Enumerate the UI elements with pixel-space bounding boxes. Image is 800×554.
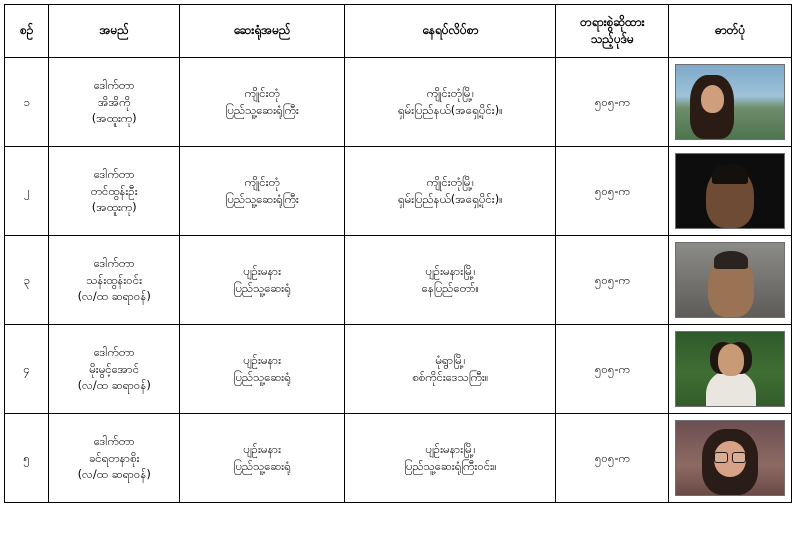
address-line1: မုံရွာမြို့၊ xyxy=(435,353,466,368)
table-row xyxy=(5,325,792,414)
column-header-charge-line1: တရားစွဲဆိုထား xyxy=(580,14,645,29)
hospital-line2: ပြည်သူ့ဆေးရုံကြီး xyxy=(225,192,299,206)
column-header-photo: ဓာတ်ပုံ xyxy=(669,5,792,58)
cell-photo xyxy=(669,414,792,503)
cell-charge: ၅၀၅-က xyxy=(556,414,669,503)
cell-name xyxy=(49,414,180,503)
address-line2: ပြည်သူ့ဆေးရုံကြီးဝင်း။ xyxy=(404,459,497,473)
name-qualification: (လ/ထ ဆရာဝန်) xyxy=(77,289,151,304)
name-person: ခင်ရတနာစိုး xyxy=(88,450,140,465)
document-page xyxy=(0,4,800,554)
column-header-name: အမည် xyxy=(49,5,180,58)
portrait-photo-5 xyxy=(675,420,785,496)
portrait-photo-2 xyxy=(675,153,785,229)
address-line2: ရှမ်းပြည်နယ်(အရှေ့ပိုင်း)။ xyxy=(397,103,503,117)
cell-charge: ၅၀၅-က xyxy=(556,147,669,236)
portrait-photo-1 xyxy=(675,64,785,140)
cell-address xyxy=(345,147,556,236)
table-body xyxy=(5,58,792,503)
table-header-row xyxy=(5,5,792,58)
cell-charge: ၅၀၅-က xyxy=(556,58,669,147)
hospital-line2: ပြည်သူ့ဆေးရုံ xyxy=(233,459,291,473)
name-title: ဒေါက်တာ xyxy=(93,433,135,448)
cell-address xyxy=(345,58,556,147)
portrait-photo-3 xyxy=(675,242,785,318)
address-line1: ကျိုင်းတုံမြို့၊ xyxy=(426,86,474,101)
name-qualification: (အထူးကု) xyxy=(91,111,137,126)
cell-no: ၄ xyxy=(5,325,49,414)
cell-hospital xyxy=(180,414,345,503)
name-title: ဒေါက်တာ xyxy=(93,166,135,181)
name-person: အိအိကို xyxy=(98,94,131,109)
name-title: ဒေါက်တာ xyxy=(93,77,135,92)
name-qualification: (အထူးကု) xyxy=(91,200,137,215)
cell-name xyxy=(49,58,180,147)
cell-charge: ၅၀၅-က xyxy=(556,325,669,414)
table-header xyxy=(5,5,792,58)
cell-no: ၂ xyxy=(5,147,49,236)
cell-address xyxy=(345,414,556,503)
address-line1: ပျဉ်းမနားမြို့၊ xyxy=(425,264,476,279)
portrait-photo-4 xyxy=(675,331,785,407)
cell-photo xyxy=(669,147,792,236)
table-row xyxy=(5,414,792,503)
address-line1: ပျဉ်းမနားမြို့၊ xyxy=(425,442,476,457)
hospital-line1: ပျဉ်းမနား xyxy=(243,442,282,457)
cell-name xyxy=(49,236,180,325)
cell-name xyxy=(49,147,180,236)
cell-photo xyxy=(669,236,792,325)
hospital-line2: ပြည်သူ့ဆေးရုံကြီး xyxy=(225,103,299,117)
column-header-no: စဉ် xyxy=(5,5,49,58)
hospital-line2: ပြည်သူ့ဆေးရုံ xyxy=(233,281,291,295)
table-row xyxy=(5,58,792,147)
cell-no: ၁ xyxy=(5,58,49,147)
cell-no: ၃ xyxy=(5,236,49,325)
address-line2: နေပြည်တော်။ xyxy=(421,281,480,295)
name-person: မိုးမွင့်အောင် xyxy=(89,361,140,376)
cell-charge: ၅၀၅-က xyxy=(556,236,669,325)
name-qualification: (လ/ထ ဆရာဝန်) xyxy=(77,378,151,393)
table-row xyxy=(5,147,792,236)
column-header-charge-line2: သည့်ပုဒ်မ xyxy=(590,32,634,46)
column-header-address: နေရပ်လိပ်စာ xyxy=(345,5,556,58)
cell-address xyxy=(345,325,556,414)
name-person: သန်းထွန်းဝင်း xyxy=(86,272,143,287)
address-line1: ကျိုင်းတုံမြို့၊ xyxy=(426,175,474,190)
cell-hospital xyxy=(180,58,345,147)
cell-address xyxy=(345,236,556,325)
address-line2: ရှမ်းပြည်နယ်(အရှေ့ပိုင်း)။ xyxy=(397,192,503,206)
name-person: တင်ထွန်းဦး xyxy=(90,183,138,198)
cell-hospital xyxy=(180,236,345,325)
cell-no: ၅ xyxy=(5,414,49,503)
cell-photo xyxy=(669,325,792,414)
glasses-icon xyxy=(714,452,746,461)
column-header-hospital: ဆေးရုံအမည် xyxy=(180,5,345,58)
column-header-charge xyxy=(556,5,669,58)
hospital-line1: ပျဉ်းမနား xyxy=(243,264,282,279)
cell-hospital xyxy=(180,147,345,236)
address-line2: စစ်ကိုင်းဒေသကြီး။ xyxy=(412,370,489,384)
name-title: ဒေါက်တာ xyxy=(93,344,135,359)
cell-photo xyxy=(669,58,792,147)
hospital-line2: ပြည်သူ့ဆေးရုံ xyxy=(233,370,291,384)
hospital-line1: ကျိုင်းတုံ xyxy=(244,175,280,190)
cell-name xyxy=(49,325,180,414)
name-qualification: (လ/ထ ဆရာဝန်) xyxy=(77,467,151,482)
cell-hospital xyxy=(180,325,345,414)
name-title: ဒေါက်တာ xyxy=(93,255,135,270)
hospital-line1: ပျဉ်းမနား xyxy=(243,353,282,368)
hospital-line1: ကျိုင်းတုံ xyxy=(244,86,280,101)
table-row xyxy=(5,236,792,325)
wanted-persons-table xyxy=(4,4,792,503)
